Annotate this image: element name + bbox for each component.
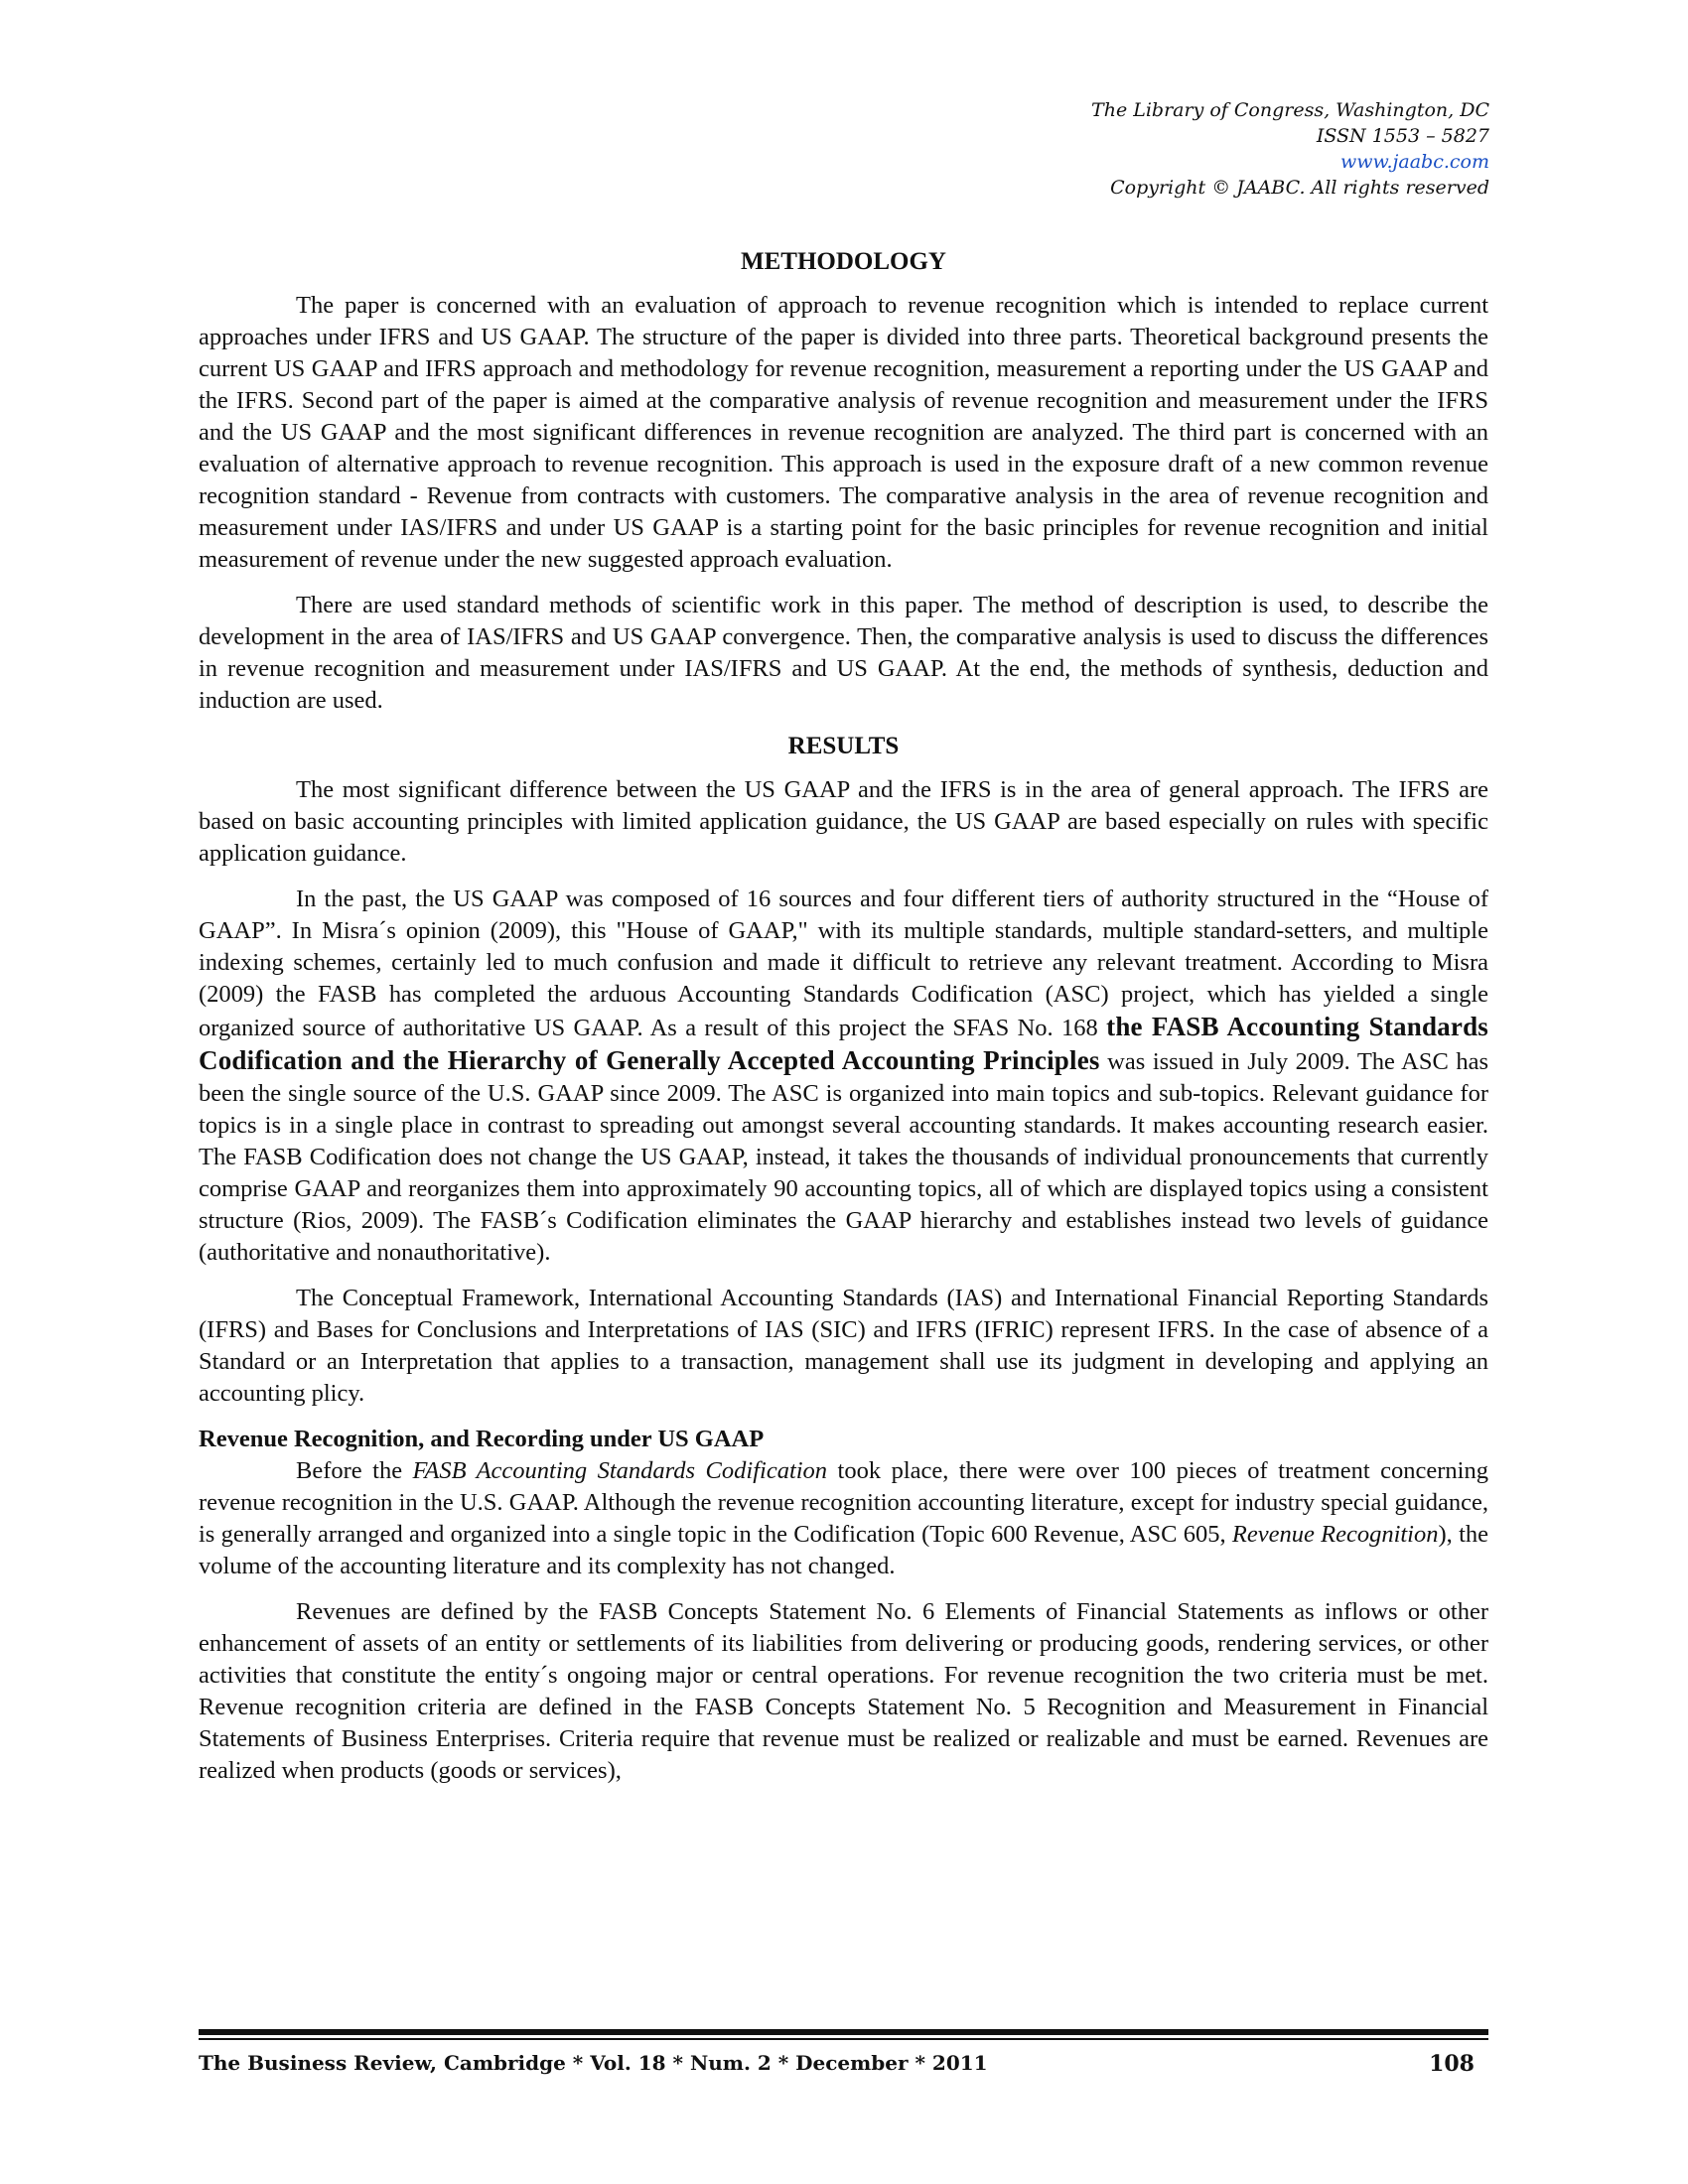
page-footer	[199, 2051, 1488, 2087]
revenue-paragraph-2: Revenues are defined by the FASB Concepts Statement No. 6 Elements of Financial Statements as inflows or other enhancement of assets of an entity or settlements of its liabilities from delivering or producing goods, rendering services, or other activities that constitute the entity´s ongoing major or central operations. For revenue recognition the two criteria must be met. Revenue recognition criteria are defined in the FASB Concepts Statement No. 5 Recognition and Measurement in Financial Statements of Business Enterprises. Criteria require that revenue must be realized or realizable and must be earned. Revenues are realized when products (goods or services),	[199, 1598, 1488, 1784]
revenue-recognition-italic: Revenue Recognition	[1231, 1521, 1439, 1548]
sfas-168-title: the FASB Accounting Standards Codification and the Hierarchy of Generally Accepted Accounting Principles	[199, 1012, 1488, 1075]
revenue-paragraph-1-part-b: took place, there were over 100 pieces of treatment concerning revenue recognition in the U.S. GAAP. Although the revenue recognition accounting literature, except for industry special guidance, is generally arranged and organized into a single topic in the Codification (Topic 600 Revenue, ASC 605,	[199, 1457, 1488, 1548]
header-issn-line: ISSN 1553 – 5827	[1316, 125, 1489, 147]
header-copyright-line: Copyright © JAABC. All rights reserved	[1110, 177, 1489, 199]
codification-title-italic: FASB Accounting Standards Codification	[412, 1457, 828, 1484]
revenue-paragraph-1-part-a: Before the	[296, 1457, 413, 1484]
methodology-paragraph-2: There are used standard methods of scientific work in this paper. The method of description is used, to describe the development in the area of IAS/IFRS and US GAAP convergence. Then, the comparative analysis is used to discuss the differences in revenue recognition and measurement under IAS/IFRS and US GAAP. At the end, the methods of synthesis, deduction and induction are used.	[199, 592, 1488, 714]
footer-journal-citation: The Business Review, Cambridge * Vol. 18 * Num. 2 * December * 2011	[199, 2051, 988, 2075]
revenue-paragraph-1-part-c: ), the volume of the accounting literature and its complexity has not changed.	[199, 1521, 1488, 1579]
revenue-recognition-subheading: Revenue Recognition, and Recording under US GAAP	[199, 1426, 765, 1452]
revenue-paragraph-1	[199, 1455, 1488, 1582]
results-paragraph-2-part-a: In the past, the US GAAP was composed of 16 sources and four different tiers of authority structured in the “House of GAAP”. In Misra´s opinion (2009), this "House of GAAP," with its multiple standards, multiple standard-setters, and multiple indexing schemes, certainly led to much confusion and made it difficult to retrieve any relevant treatment. According to Misra (2009) the FASB has completed the arduous Accounting Standards Codification (ASC) project, which has yielded a single organized source of authoritative US GAAP. As a result of this project the SFAS No. 168	[199, 886, 1488, 1041]
page-number: 108	[1429, 2051, 1475, 2077]
results-paragraph-2-part-b: was issued in July 2009. The ASC has been the single source of the U.S. GAAP since 2009. The ASC is organized into main topics and sub-topics. Relevant guidance for topics is in a single place in contrast to spreading out amongst several accounting standards. It makes accounting research easier. The FASB Codification does not change the US GAAP, instead, it takes the thousands of individual pronouncements that currently comprise GAAP and reorganizes them into approximately 90 accounting topics, all of which are displayed topics using a consistent structure (Rios, 2009). The FASB´s Codification eliminates the GAAP hierarchy and establishes instead two levels of guidance (authoritative and nonauthoritative).	[199, 1048, 1488, 1266]
header-library-line: The Library of Congress, Washington, DC	[1091, 99, 1489, 121]
results-heading: RESULTS	[787, 733, 900, 759]
methodology-heading: METHODOLOGY	[741, 248, 946, 275]
footer-rule-thick	[199, 2029, 1488, 2035]
header-website-link[interactable]: www.jaabc.com	[1339, 151, 1489, 173]
page-header	[1091, 97, 1489, 201]
results-paragraph-3: The Conceptual Framework, International Accounting Standards (IAS) and International Financial Reporting Standards (IFRS) and Bases for Conclusions and Interpretations of IAS (SIC) and IFRS (IFRIC) represent IFRS. In the case of absence of a Standard or an Interpretation that applies to a transaction, management shall use its judgment in developing and applying an accounting plicy.	[199, 1285, 1488, 1407]
methodology-paragraph-1: The paper is concerned with an evaluation of approach to revenue recognition which is intended to replace current approaches under IFRS and US GAAP. The structure of the paper is divided into three parts. Theoretical background presents the current US GAAP and IFRS approach and methodology for revenue recognition, measurement a reporting under the US GAAP and the IFRS. Second part of the paper is aimed at the comparative analysis of revenue recognition and measurement under the IFRS and the US GAAP and the most significant differences in revenue recognition are analyzed. The third part is concerned with an evaluation of alternative approach to revenue recognition. This approach is used in the exposure draft of a new common revenue recognition standard - Revenue from contracts with customers. The comparative analysis in the area of revenue recognition and measurement under IAS/IFRS and under US GAAP is a starting point for the basic principles for revenue recognition and initial measurement of revenue under the new suggested approach evaluation.	[199, 292, 1488, 573]
article-body	[199, 246, 1488, 1801]
footer-rule-thin	[199, 2038, 1488, 2040]
results-paragraph-2	[199, 884, 1488, 1269]
results-paragraph-1: The most significant difference between the US GAAP and the IFRS is in the area of general approach. The IFRS are based on basic accounting principles with limited application guidance, the US GAAP are based especially on rules with specific application guidance.	[199, 776, 1488, 867]
